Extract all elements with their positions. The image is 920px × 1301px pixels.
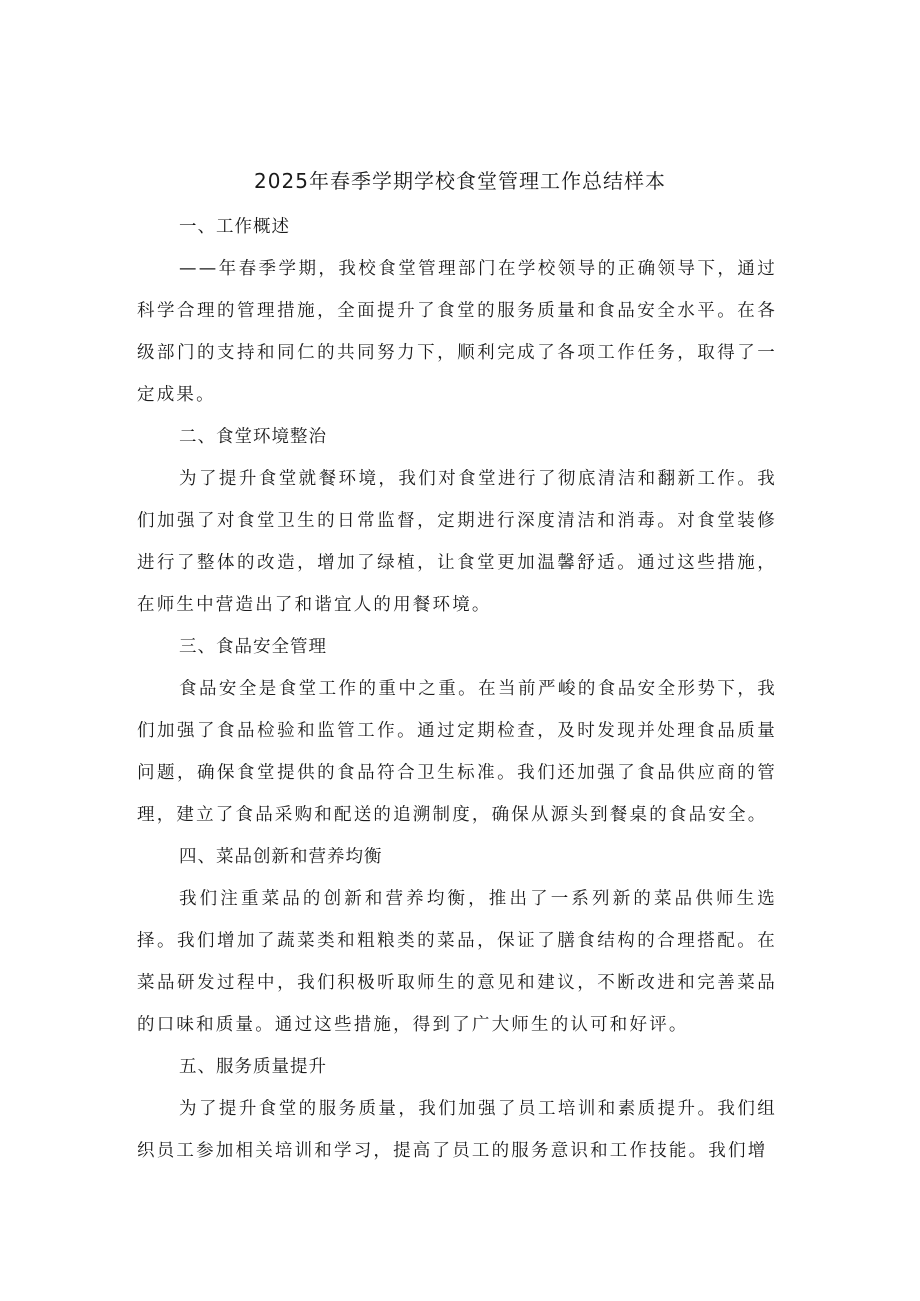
- document-title: 2025年春季学期学校食堂管理工作总结样本: [254, 169, 666, 193]
- section-heading-overview: 一、工作概述: [179, 217, 290, 237]
- section-heading-environment: 二、食堂环境整治: [179, 427, 327, 447]
- section-paragraph-food-safety: 食品安全是食堂工作的重中之重。在当前严峻的食品安全形势下，我们加强了食品检验和监管工作。通过定期检查，及时发现并处理食品质量问题，确保食堂提供的食品符合卫生标准。我们还加强了食品供应商的管理，建立了食品采购和配送的追溯制度，确保从源头到餐桌的食品安全。: [137, 679, 777, 825]
- section-paragraph-menu-innovation: 我们注重菜品的创新和营养均衡，推出了一系列新的菜品供师生选择。我们增加了蔬菜类和粗粮类的菜品，保证了膳食结构的合理搭配。在菜品研发过程中，我们积极听取师生的意见和建议，不断改进和完善菜品的口味和质量。通过这些措施，得到了广大师生的认可和好评。: [137, 889, 777, 1035]
- section-paragraph-overview: ——年春季学期，我校食堂管理部门在学校领导的正确领导下，通过科学合理的管理措施，全面提升了食堂的服务质量和食品安全水平。在各级部门的支持和同仁的共同努力下，顺利完成了各项工作任务，取得了一定成果。: [137, 259, 777, 405]
- document-body: [137, 206, 777, 1172]
- section-heading-menu-innovation: 四、菜品创新和营养均衡: [179, 847, 383, 867]
- section-heading-service-quality: 五、服务质量提升: [179, 1057, 327, 1077]
- section-paragraph-service-quality: 为了提升食堂的服务质量，我们加强了员工培训和素质提升。我们组织员工参加相关培训和学习，提高了员工的服务意识和工作技能。我们增: [137, 1099, 777, 1161]
- section-paragraph-environment: 为了提升食堂就餐环境，我们对食堂进行了彻底清洁和翻新工作。我们加强了对食堂卫生的日常监督，定期进行深度清洁和消毒。对食堂装修进行了整体的改造，增加了绿植，让食堂更加温馨舒适。通过这些措施，在师生中营造出了和谐宜人的用餐环境。: [137, 469, 777, 615]
- section-heading-food-safety: 三、食品安全管理: [179, 637, 327, 657]
